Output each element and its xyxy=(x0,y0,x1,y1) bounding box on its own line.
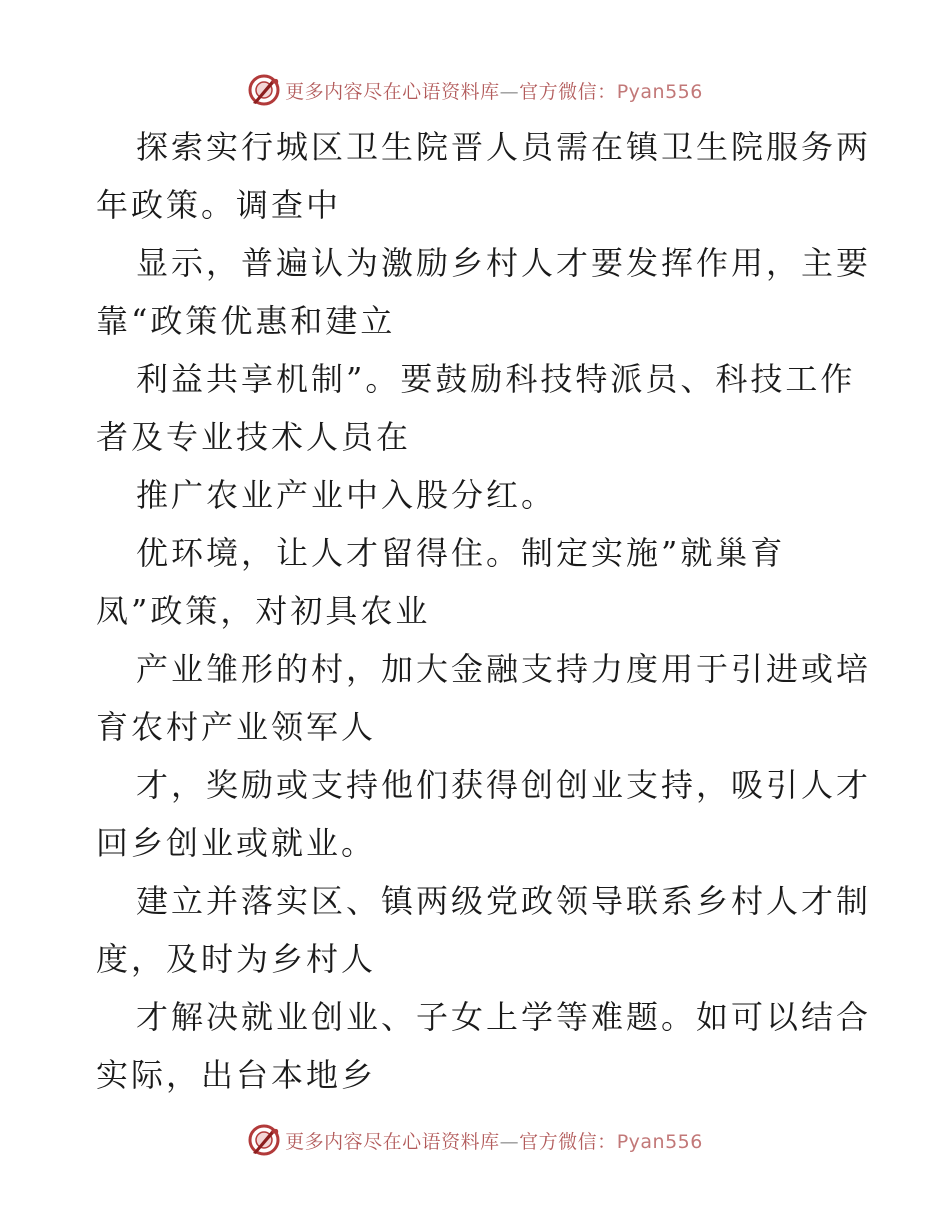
footer-wechat-label: 官方微信： xyxy=(519,1130,617,1153)
body-line: 利益共享机制”。要鼓励科技特派员、科技工作 xyxy=(136,360,856,398)
body-line: 才，奖励或支持他们获得创创业支持，吸引人才 xyxy=(136,766,872,804)
header-wechat-label: 官方微信： xyxy=(519,80,617,103)
header-promo: 更多内容尽在心语资料库 xyxy=(285,80,500,103)
footer-watermark-text xyxy=(285,1127,703,1154)
body-line: 回乡创业或就业。 xyxy=(96,824,377,862)
body-line: 显示，普遍认为激励乡村人才要发挥作用，主要 xyxy=(136,244,872,282)
header-separator: — xyxy=(499,80,520,103)
body-line: 者及专业技术人员在 xyxy=(96,418,412,456)
header-watermark-banner xyxy=(0,70,950,110)
body-line: 实际，出台本地乡 xyxy=(96,1056,377,1094)
body-line: 靠“政策优惠和建立 xyxy=(96,302,396,340)
body-line: 推广农业产业中入股分红。 xyxy=(136,476,557,514)
body-line: 才解决就业创业、子女上学等难题。如可以结合 xyxy=(136,998,872,1036)
body-line: 建立并落实区、镇两级党政领导联系乡村人才制 xyxy=(136,882,872,920)
body-line: 探索实行城区卫生院晋人员需在镇卫生院服务两 xyxy=(136,128,872,166)
footer-separator: — xyxy=(499,1130,520,1153)
quill-logo-icon xyxy=(247,73,281,107)
header-wechat-id: Pyan556 xyxy=(616,80,703,103)
header-watermark-text xyxy=(285,77,703,104)
footer-wechat-id: Pyan556 xyxy=(616,1130,703,1153)
footer-promo: 更多内容尽在心语资料库 xyxy=(285,1130,500,1153)
body-line: 优环境，让人才留得住。制定实施”就巢育 xyxy=(136,534,786,572)
body-line: 年政策。调查中 xyxy=(96,186,342,224)
body-line: 产业雏形的村，加大金融支持力度用于引进或培 xyxy=(136,650,872,688)
body-line: 凤”政策，对初具农业 xyxy=(96,592,431,630)
footer-watermark-banner xyxy=(0,1120,950,1160)
document-body xyxy=(96,118,872,1104)
quill-logo-icon xyxy=(247,1123,281,1157)
body-line: 度，及时为乡村人 xyxy=(96,940,377,978)
body-line: 育农村产业领军人 xyxy=(96,708,377,746)
